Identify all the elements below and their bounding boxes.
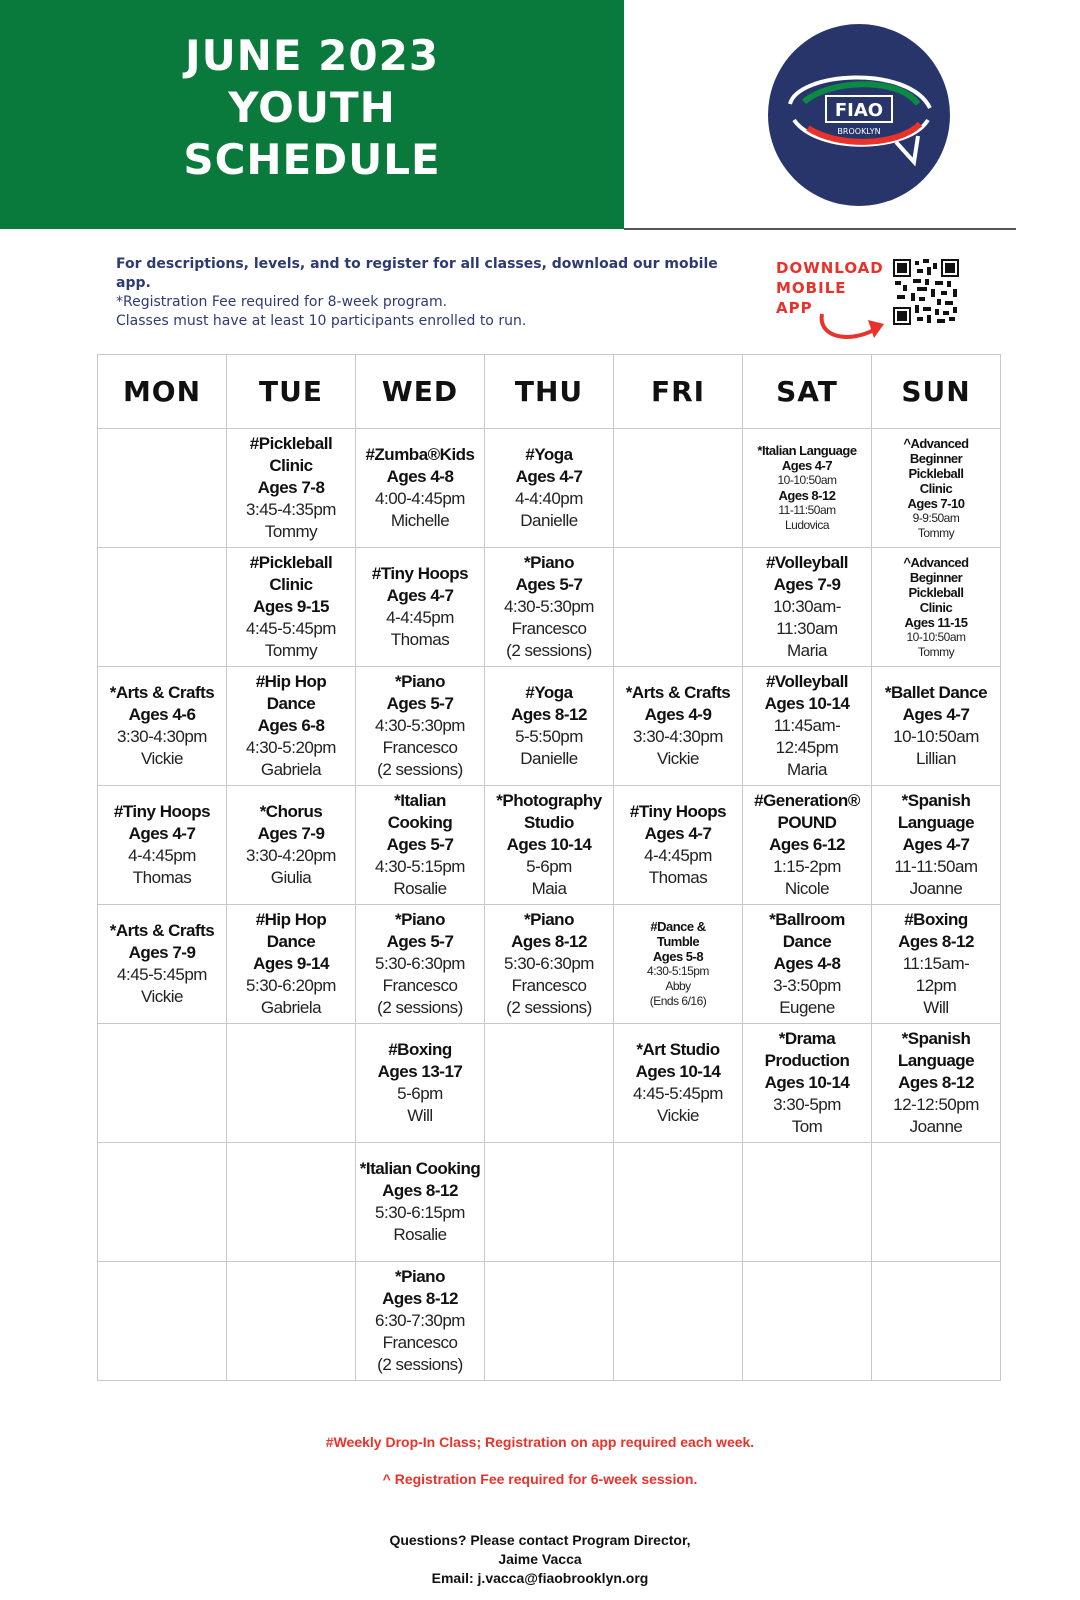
class-info: 5:30-6:30pm [375, 954, 465, 973]
class-slot [356, 548, 485, 667]
schedule-row [98, 548, 1001, 667]
class-name: #Zumba®Kids [365, 445, 475, 464]
class-detail: Ages 6-12 [769, 835, 845, 854]
download-line-1: DOWNLOAD [776, 259, 884, 277]
day-header-row [98, 355, 1001, 429]
class-slot [872, 667, 1001, 786]
class-info: 11:15am- [902, 954, 970, 973]
intro-line-1: For descriptions, levels, and to register for all classes, download our mobile app. [116, 256, 718, 291]
class-detail: Ages 4-7 [781, 458, 833, 473]
empty-slot [98, 1143, 227, 1262]
class-detail: Ages 8-12 [382, 1289, 458, 1308]
class-detail: Ages 5-8 [652, 949, 704, 964]
class-info: 11:45am- [773, 716, 841, 735]
class-name: *Piano [395, 910, 445, 929]
class-info: 3:30-4:30pm [633, 727, 723, 746]
class-detail: Pickleball [908, 584, 964, 600]
class-info: 4:45-5:45pm [246, 619, 336, 638]
day-header: SAT [743, 355, 872, 429]
class-info: 10-10:50am [777, 473, 837, 487]
class-info: 3:45-4:35pm [246, 500, 336, 519]
class-detail: Ages 5-7 [515, 575, 583, 594]
class-info: Michelle [390, 511, 450, 530]
class-name: #Yoga [525, 683, 573, 702]
class-slot [872, 1024, 1001, 1143]
class-info: 5-6pm [526, 857, 572, 876]
class-name: *Piano [395, 1267, 445, 1286]
day-header: THU [485, 355, 614, 429]
empty-slot [614, 429, 743, 548]
class-name: *Photography [496, 791, 602, 810]
contact-info [0, 1531, 1080, 1588]
class-name: *Drama [778, 1029, 836, 1048]
class-info: 11-11:50am [894, 857, 978, 876]
class-info: Francesco [511, 619, 587, 638]
class-info: Eugene [779, 998, 835, 1017]
class-slot [614, 667, 743, 786]
class-info: Ludovica [784, 518, 830, 532]
class-info: (Ends 6/16) [649, 994, 707, 1008]
class-detail: Ages 10-14 [506, 835, 592, 854]
class-info: 5-6pm [397, 1084, 443, 1103]
class-detail: Ages 7-8 [257, 478, 325, 497]
class-info: 4-4:45pm [128, 846, 196, 865]
class-name: *Arts & Crafts [109, 921, 215, 940]
class-slot [356, 1143, 485, 1262]
header-divider [624, 228, 1016, 230]
class-name: *Piano [524, 910, 574, 929]
class-info: Vickie [656, 749, 700, 768]
class-name: *Ballroom Dance [769, 910, 845, 951]
class-detail: Ages 4-7 [644, 824, 712, 843]
arrow-icon [816, 310, 888, 346]
schedule-row [98, 1143, 1001, 1262]
class-name: #Tiny Hoops [629, 802, 727, 821]
class-name: *Art Studio [636, 1040, 720, 1059]
class-detail: Pickleball [908, 465, 964, 481]
class-info: 4:45-5:45pm [117, 965, 207, 984]
class-name: *Spanish [901, 1029, 971, 1048]
intro-text [116, 255, 756, 331]
class-detail: Ages 4-9 [644, 705, 712, 724]
class-info: Rosalie [393, 1225, 447, 1244]
class-name: *Italian [394, 791, 446, 810]
class-info: Danielle [520, 511, 578, 530]
class-info: Tommy [917, 644, 955, 659]
class-name: *Italian Language [757, 443, 857, 458]
class-info: Gabriela [260, 760, 322, 779]
class-info: (2 sessions) [377, 760, 463, 779]
class-slot [98, 786, 227, 905]
class-info: Tommy [264, 522, 318, 541]
class-detail: Ages 5-7 [386, 835, 454, 854]
class-name: ^Advanced [903, 554, 969, 570]
class-detail: Ages 4-7 [128, 824, 196, 843]
empty-slot [743, 1262, 872, 1381]
class-info: 3:30-5pm [773, 1095, 841, 1114]
class-info: Tom [791, 1117, 823, 1136]
class-name: #Volleyball [765, 553, 849, 572]
class-info: 4-4:45pm [386, 608, 454, 627]
class-info: Thomas [390, 630, 450, 649]
empty-slot [872, 1143, 1001, 1262]
class-detail: Beginner [909, 450, 963, 466]
class-detail: Ages 4-7 [515, 467, 583, 486]
class-info: 5:30-6:15pm [375, 1203, 465, 1222]
class-slot [98, 667, 227, 786]
class-detail: Production [764, 1051, 850, 1070]
class-info: 9-9:50am [912, 510, 960, 525]
class-slot [485, 786, 614, 905]
schedule-row [98, 667, 1001, 786]
empty-slot [614, 1262, 743, 1381]
schedule-row [98, 429, 1001, 548]
class-info: 5:30-6:30pm [504, 954, 594, 973]
class-info: Rosalie [393, 879, 447, 898]
class-info: (2 sessions) [377, 1355, 463, 1374]
class-name: *Spanish [901, 791, 971, 810]
class-info: 12-12:50pm [893, 1095, 979, 1114]
intro-line-3: Classes must have at least 10 participants enrolled to run. [116, 313, 527, 329]
class-detail: Ages 10-14 [635, 1062, 721, 1081]
class-info: Maria [786, 760, 827, 779]
empty-slot [743, 1143, 872, 1262]
class-info: Vickie [140, 987, 184, 1006]
empty-slot [614, 1143, 743, 1262]
class-name: #Boxing [388, 1040, 452, 1059]
class-detail: Clinic [269, 456, 313, 475]
class-slot [743, 905, 872, 1024]
class-detail: Ages 7-9 [773, 575, 841, 594]
schedule-row [98, 1262, 1001, 1381]
class-slot [356, 905, 485, 1024]
class-info: 5:30-6:20pm [246, 976, 336, 995]
class-slot [614, 1024, 743, 1143]
empty-slot [227, 1143, 356, 1262]
schedule-row [98, 786, 1001, 905]
class-name: #Pickleball [249, 434, 333, 453]
class-detail: Beginner [909, 569, 963, 585]
class-detail: Ages 7-9 [257, 824, 325, 843]
title-line-3: SCHEDULE [183, 135, 441, 184]
contact-director-name: Jaime Vacca [498, 1551, 582, 1567]
contact-line-1: Questions? Please contact Program Director, [389, 1532, 691, 1548]
class-info: Maia [531, 879, 567, 898]
class-info: (2 sessions) [506, 641, 592, 660]
class-info: Vickie [140, 749, 184, 768]
class-name: *Arts & Crafts [625, 683, 731, 702]
weekly-dropin-note: #Weekly Drop-In Class; Registration on app required each week. [325, 1434, 755, 1450]
class-name: #Generation® [754, 791, 860, 810]
class-detail: Language [897, 1051, 975, 1070]
class-detail: Ages 8-12 [511, 932, 587, 951]
empty-slot [98, 1024, 227, 1143]
class-info: 10-10:50am [893, 727, 979, 746]
day-header: FRI [614, 355, 743, 429]
class-detail: Ages 10-14 [764, 1073, 850, 1092]
empty-slot [872, 1262, 1001, 1381]
class-slot [356, 1024, 485, 1143]
day-header: SUN [872, 355, 1001, 429]
class-detail: Ages 8-12 [382, 1181, 458, 1200]
class-detail: Ages 4-7 [386, 586, 454, 605]
class-info: Francesco [382, 976, 458, 995]
class-slot [614, 905, 743, 1024]
empty-slot [98, 1262, 227, 1381]
class-slot [872, 429, 1001, 548]
class-detail: Ages 9-14 [253, 954, 329, 973]
class-info: Lillian [916, 749, 956, 768]
class-slot [743, 667, 872, 786]
class-detail: Ages 4-8 [773, 954, 841, 973]
class-info: 11-11:50am [778, 503, 836, 517]
day-header: MON [98, 355, 227, 429]
class-info: 12pm [915, 976, 957, 995]
class-info: 3:30-4:30pm [117, 727, 207, 746]
class-slot [743, 1024, 872, 1143]
class-info: Thomas [648, 868, 708, 887]
class-detail: Ages 5-7 [386, 932, 454, 951]
empty-slot [485, 1262, 614, 1381]
class-info: 1:15-2pm [773, 857, 841, 876]
class-detail: Ages 5-7 [386, 694, 454, 713]
class-info: 4-4:45pm [644, 846, 712, 865]
class-slot [227, 905, 356, 1024]
class-info: 5-5:50pm [515, 727, 583, 746]
day-header: TUE [227, 355, 356, 429]
class-detail: Clinic [269, 575, 313, 594]
download-line-2: MOBILE [776, 279, 847, 297]
class-slot [743, 786, 872, 905]
class-detail: Dance [266, 932, 316, 951]
day-header: WED [356, 355, 485, 429]
class-info: Joanne [909, 1117, 963, 1136]
class-info: Francesco [382, 1333, 458, 1352]
class-slot [98, 905, 227, 1024]
class-name: #Yoga [525, 445, 573, 464]
class-name: ^Advanced [903, 435, 969, 451]
class-info: 4-4:40pm [515, 489, 583, 508]
class-name: *Arts & Crafts [109, 683, 215, 702]
class-info: 4:30-5:15pm [375, 857, 465, 876]
class-detail: Ages 4-7 [902, 705, 970, 724]
schedule-row [98, 905, 1001, 1024]
class-info: Tommy [917, 525, 955, 540]
class-info: 3-3:50pm [773, 976, 841, 995]
class-name: #Dance & [650, 919, 706, 934]
class-slot [743, 548, 872, 667]
class-detail: Ages 6-8 [257, 716, 325, 735]
class-slot [485, 429, 614, 548]
class-info: Thomas [132, 868, 192, 887]
class-slot [872, 548, 1001, 667]
class-info: 12:45pm [775, 738, 839, 757]
class-detail: Ages 4-8 [386, 467, 454, 486]
class-name: #Hip Hop [255, 910, 327, 929]
class-info: 4:00-4:45pm [375, 489, 465, 508]
six-week-fee-note: ^ Registration Fee required for 6-week session. [382, 1471, 698, 1487]
class-detail: Ages 13-17 [377, 1062, 463, 1081]
class-info: 4:30-5:30pm [504, 597, 594, 616]
class-info: 4:30-5:30pm [375, 716, 465, 735]
class-name: #Boxing [904, 910, 968, 929]
class-slot [356, 1262, 485, 1381]
class-detail: Ages 4-6 [128, 705, 196, 724]
class-slot [614, 786, 743, 905]
class-name: #Volleyball [765, 672, 849, 691]
class-info: Francesco [382, 738, 458, 757]
class-name: *Ballet Dance [884, 683, 988, 702]
class-info: (2 sessions) [377, 998, 463, 1017]
class-slot [356, 667, 485, 786]
class-detail: Language [897, 813, 975, 832]
class-info: Danielle [520, 749, 578, 768]
class-detail: Tumble [656, 934, 700, 949]
class-info: Gabriela [260, 998, 322, 1017]
class-info: 11:30am [776, 619, 838, 638]
class-detail: Cooking [387, 813, 453, 832]
class-detail: Ages 8-12 [778, 488, 836, 503]
class-slot [356, 786, 485, 905]
class-info: 4:30-5:20pm [246, 738, 336, 757]
class-detail: Ages 4-7 [902, 835, 970, 854]
class-info: 10:30am- [773, 597, 841, 616]
class-detail: Dance [266, 694, 316, 713]
class-info: Will [407, 1106, 433, 1125]
empty-slot [227, 1262, 356, 1381]
schedule-body [98, 429, 1001, 1381]
schedule-row [98, 1024, 1001, 1143]
class-info: Will [923, 998, 949, 1017]
title-line-2: YOUTH [228, 83, 396, 132]
title-line-1: JUNE 2023 [184, 31, 440, 80]
class-detail: Ages 9-15 [253, 597, 329, 616]
class-detail: Ages 8-12 [511, 705, 587, 724]
class-slot [872, 905, 1001, 1024]
download-app-callout [776, 258, 886, 318]
logo-sub: BROOKLYN [837, 127, 881, 136]
empty-slot [98, 548, 227, 667]
class-name: #Pickleball [249, 553, 333, 572]
qr-code-icon[interactable] [893, 259, 959, 325]
intro-line-2: *Registration Fee required for 8-week program. [116, 294, 448, 310]
class-detail: Ages 8-12 [898, 932, 974, 951]
class-slot [485, 905, 614, 1024]
class-info: 4:45-5:45pm [633, 1084, 723, 1103]
class-info: Joanne [909, 879, 963, 898]
class-slot [485, 667, 614, 786]
class-name: *Chorus [259, 802, 323, 821]
class-info: Abby [665, 979, 691, 993]
class-slot [227, 667, 356, 786]
class-info: Vickie [656, 1106, 700, 1125]
download-line-3: APP [776, 299, 813, 317]
class-slot [485, 548, 614, 667]
class-info: 6:30-7:30pm [375, 1311, 465, 1330]
contact-email[interactable]: Email: j.vacca@fiaobrooklyn.org [431, 1570, 649, 1586]
class-info: Nicole [784, 879, 830, 898]
class-slot [227, 429, 356, 548]
class-detail: Ages 11-15 [904, 614, 968, 630]
class-info: Tommy [264, 641, 318, 660]
class-name: *Piano [524, 553, 574, 572]
fiao-logo [768, 24, 950, 206]
class-detail: Ages 8-12 [898, 1073, 974, 1092]
class-detail: Ages 7-10 [907, 495, 965, 511]
class-slot [227, 548, 356, 667]
class-info: 10-10:50am [906, 629, 966, 644]
class-info: Maria [786, 641, 827, 660]
empty-slot [98, 429, 227, 548]
class-detail: Ages 7-9 [128, 943, 196, 962]
class-info: Giulia [270, 868, 312, 887]
class-slot [872, 786, 1001, 905]
class-info: Francesco [511, 976, 587, 995]
class-name: *Italian Cooking [359, 1159, 481, 1178]
class-info: (2 sessions) [506, 998, 592, 1017]
class-slot [743, 429, 872, 548]
class-detail: Studio [524, 813, 574, 832]
logo-name: FIAO [834, 100, 884, 121]
class-detail: POUND [777, 813, 837, 832]
empty-slot [485, 1143, 614, 1262]
empty-slot [614, 548, 743, 667]
page-title [0, 30, 624, 186]
empty-slot [485, 1024, 614, 1143]
class-name: *Piano [395, 672, 445, 691]
class-slot [356, 429, 485, 548]
class-info: 4:30-5:15pm [647, 964, 709, 978]
class-slot [227, 786, 356, 905]
class-detail: Ages 10-14 [764, 694, 850, 713]
class-name: #Hip Hop [255, 672, 327, 691]
class-name: #Tiny Hoops [113, 802, 211, 821]
class-info: 3:30-4:20pm [246, 846, 336, 865]
class-detail: Clinic [919, 480, 953, 496]
schedule-table [97, 354, 1001, 1381]
class-name: #Tiny Hoops [371, 564, 469, 583]
class-detail: Clinic [919, 599, 953, 615]
empty-slot [227, 1024, 356, 1143]
